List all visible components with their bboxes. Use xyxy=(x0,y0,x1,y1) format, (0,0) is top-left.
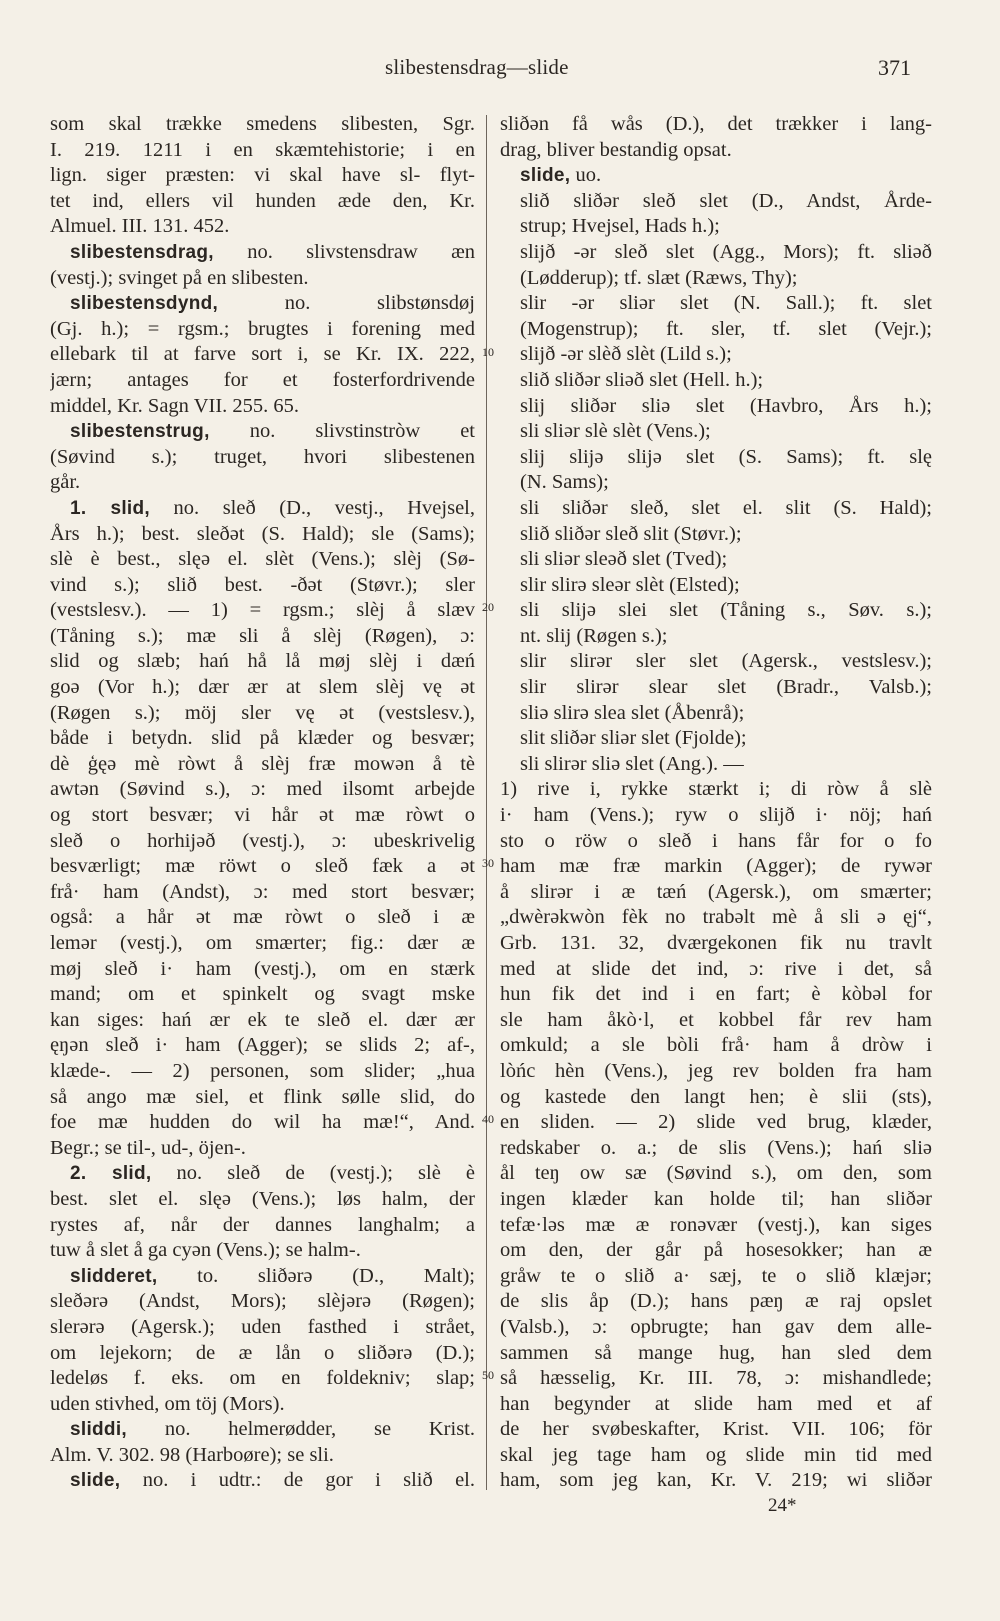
headword: slide, xyxy=(520,165,571,187)
text-line: (Valsb.), ɔ: opbrugte; han gav dem alle- xyxy=(500,1315,932,1338)
text-line: rystes af, når der dannes langhalm; a xyxy=(50,1213,475,1236)
text-line: Alm. V. 302. 98 (Harboøre); se sli. xyxy=(50,1443,334,1466)
text-line: om den, der går på hosesokker; han æ xyxy=(500,1239,932,1262)
text-line: sto o röw o sleð i hans får for o fo xyxy=(500,829,932,852)
text-line: slir slirər sler slet (Agersk., vestslesv.); xyxy=(520,650,932,673)
text-line: tefæ·ləs mæ æ ronəvær (vestj.), kan siges xyxy=(500,1213,932,1236)
text-line: tuw å slet å ga cyən (Vens.); se halm-. xyxy=(50,1239,361,1262)
text-line: slid og slæb; hań hå lå møj slèj i dæń xyxy=(50,650,475,673)
line-number-20: 20 xyxy=(482,600,494,614)
text-line: omkuld; a sle bòli frå· ham å dròw i xyxy=(500,1034,932,1057)
headword: slibestensdrag, xyxy=(70,241,214,263)
text-line: slerərə (Agersk.); uden fasthed i strået, xyxy=(50,1315,475,1338)
text-line: og kastede den langt hen; è slii (sts), xyxy=(500,1085,932,1108)
text-line: både i betydn. slid på klæder og besvær; xyxy=(50,727,475,750)
text-line: Års h.); best. sleðət (S. Hald); sle (Sams); xyxy=(50,522,475,545)
text-line: ęŋən sleð i· ham (Agger); se slids 2; af-, xyxy=(50,1034,475,1057)
text-line: møj sleð i· ham (vestj.), om en stærk xyxy=(50,957,475,980)
text-line: I. 219. 1211 i en skæmtehistorie; i en xyxy=(50,138,475,161)
text-line: slè è best., slęə el. slèt (Vens.); slèj (Sø- xyxy=(50,548,475,571)
text-line: slir slirə sleər slèt (Elsted); xyxy=(520,573,740,596)
headword: slibestenstrug, xyxy=(70,421,210,443)
text-line: slij sliðər sliə slet (Havbro, Års h.); xyxy=(520,394,932,417)
headword: 1. slid, xyxy=(70,497,150,519)
page-number: 371 xyxy=(878,55,911,80)
text-line: sle ham åkò·l, et kobbel får rev ham xyxy=(500,1008,932,1031)
text-line: i· ham (Vens.); ryw o slijð i· nöj; hań xyxy=(500,804,932,827)
text-line: (vestslesv.). — 1) = rgsm.; slèj å slæv xyxy=(50,599,475,622)
text-line: han begynder at slide ham med et af xyxy=(500,1392,932,1415)
text-line: hun fik det ind i en fart; è kòbəl for xyxy=(500,983,932,1006)
text-line: best. slet el. slęə (Vens.); løs halm, der xyxy=(50,1187,475,1210)
text-line: (vestj.); svinget på en slibesten. xyxy=(50,266,309,289)
text-line: slibestenstrug, no. slivstinstròw et xyxy=(70,420,475,443)
text-line: ål teŋ ow sæ (Søvind s.), om den, som xyxy=(500,1162,932,1185)
text-line: Begr.; se til-, ud-, öjen-. xyxy=(50,1136,246,1159)
text-line: lign. siger præsten: vi skal have sl- flyt- xyxy=(50,164,475,187)
text-line: sliə slirə slea slet (Åbenrå); xyxy=(520,701,745,724)
text-line: mand; om et spinkelt og svagt mske xyxy=(50,983,475,1006)
page-header xyxy=(0,55,1000,85)
text-line: tet ind, ellers vil hunden æde den, Kr. xyxy=(50,189,475,212)
text-line: slide, no. i udtr.: de gor i slið el. xyxy=(70,1469,475,1492)
text-line: slir -ər sliər slet (N. Sall.); ft. slet xyxy=(520,292,932,315)
text-line: redskaber o. a.; de slis (Vens.); hań sliə xyxy=(500,1136,932,1159)
column-divider xyxy=(486,115,487,1490)
text-line: slið sliðər sleð slet (D., Andst, Årde- xyxy=(520,189,932,212)
text-line: frå· ham (Andst), ɔ: med stort besvær; xyxy=(50,880,475,903)
text-line: lòńc hèn (Vens.), jeg rev bolden fra ham xyxy=(500,1059,932,1082)
text-line: sleð o horhijəð (vestj.), ɔ: ubeskrivelig xyxy=(50,829,475,852)
text-line: om lejekorn; de æ lån o sliðərə (D.); xyxy=(50,1341,475,1364)
text-line: ingen klæder kan holde til; han sliðər xyxy=(500,1187,932,1210)
text-line: slidderet, to. sliðərə (D., Malt); xyxy=(70,1264,475,1287)
text-line: sli slijə slei slet (Tåning s., Søv. s.); xyxy=(520,599,932,622)
text-line: og stort besvær; vi hår ət mæ ròwt o xyxy=(50,804,475,827)
right-column xyxy=(500,112,932,1494)
text-line: klæde-. — 2) personen, som slider; „hua xyxy=(50,1059,475,1082)
text-line: skal jeg tage ham og slide min tid med xyxy=(500,1443,932,1466)
text-line: sli sliðər sleð, slet el. slit (S. Hald); xyxy=(520,496,932,519)
text-line: slibestensdynd, no. slibstønsdøj xyxy=(70,292,475,315)
text-line: goə (Vor h.); dær ær at slem slèj vę ət xyxy=(50,676,475,699)
text-line: vind s.); slið best. -ðət (Støvr.); sler xyxy=(50,573,475,596)
text-line: å slirər i æ tæń (Agersk.), om smærter; xyxy=(500,880,932,903)
text-line: ledeløs f. eks. om en foldekniv; slap; xyxy=(50,1367,475,1390)
headword: 2. slid, xyxy=(70,1163,152,1185)
line-number-50: 50 xyxy=(482,1368,494,1382)
headword: sliddi, xyxy=(70,1419,127,1441)
text-line: jærn; antages for et fosterfordrivende xyxy=(50,368,475,391)
text-line: strup; Hvejsel, Hads h.); xyxy=(520,215,720,238)
text-line: slibestensdrag, no. slivstensdraw æn xyxy=(70,240,475,263)
line-number-30: 30 xyxy=(482,856,494,870)
text-line: som skal trække smedens slibesten, Sgr. xyxy=(50,113,475,135)
text-line: slij slijə slijə slet (S. Sams); ft. slę xyxy=(520,445,932,468)
text-line: 1. slid, no. sleð (D., vestj., Hvejsel, xyxy=(70,496,475,519)
text-line: (Søvind s.); truget, hvori slibestenen xyxy=(50,445,475,468)
text-line: sli sliər slè slèt (Vens.); xyxy=(520,420,711,443)
text-line: slir slirər slear slet (Bradr., Valsb.); xyxy=(520,676,932,699)
text-line: slide, uo. xyxy=(520,164,602,187)
text-line: de her svøbeskafter, Krist. VII. 106; för xyxy=(500,1418,932,1441)
text-line: foe mæ hudden do wil ha mæ!“, And. xyxy=(50,1111,475,1134)
text-line: går. xyxy=(50,471,81,494)
left-column xyxy=(50,112,475,1494)
headword: slibestensdynd, xyxy=(70,293,219,315)
text-line: (N. Sams); xyxy=(520,471,609,494)
text-line: uden stivhed, om töj (Mors). xyxy=(50,1392,285,1415)
text-line: gråw te o slið a· sæj, te o slið klæjər; xyxy=(500,1264,932,1287)
text-line: slijð -ər slèð slèt (Lild s.); xyxy=(520,343,732,366)
line-number-10: 10 xyxy=(482,345,494,359)
text-line: besværligt; mæ röwt o sleð fæk a ət xyxy=(50,855,475,878)
text-line: ham, som jeg kan, Kr. V. 219; wi sliðər xyxy=(500,1469,932,1492)
text-line: sleðərə (Andst, Mors); slèjərə (Røgen); xyxy=(50,1290,475,1313)
text-line: sliðən få wås (D.), det trækker i lang- xyxy=(500,113,932,135)
text-line: ham mæ fræ markin (Agger); de rywər xyxy=(500,855,932,878)
text-line: middel, Kr. Sagn VII. 255. 65. xyxy=(50,394,300,417)
headword: slide, xyxy=(70,1470,121,1492)
text-line: Grb. 131. 32, dværgekonen fik nu travlt xyxy=(500,932,932,954)
text-line: Almuel. III. 131. 452. xyxy=(50,215,230,238)
text-line: (Tåning s.); mæ sli å slèj (Røgen), ɔ: xyxy=(50,624,475,647)
text-line: (Lødderup); tf. slæt (Ræws, Thy); xyxy=(520,266,798,289)
text-line: (Mogenstrup); ft. sler, tf. slet (Vejr.); xyxy=(520,317,932,340)
headword: slidderet, xyxy=(70,1265,158,1287)
text-line: en sliden. — 2) slide ved brug, klæder, xyxy=(500,1111,932,1134)
text-line: 1) rive i, rykke stærkt i; di ròw å slè xyxy=(500,778,932,801)
text-line: slið sliðər sliəð slet (Hell. h.); xyxy=(520,368,764,391)
signature-mark: 24* xyxy=(768,1495,797,1516)
text-line: sliddi, no. helmerødder, se Krist. xyxy=(70,1418,475,1441)
text-line: også: a hår ət mæ ròwt o sleð i æ xyxy=(50,906,475,929)
running-title: slibestensdrag—slide xyxy=(385,55,569,79)
text-line: dè ģęə mè ròwt å slèj fræ mowən å tè xyxy=(50,752,475,775)
text-line: slið sliðər sleð slit (Støvr.); xyxy=(520,522,742,545)
text-line: ellebark til at farve sort i, se Kr. IX. 222, xyxy=(50,343,475,366)
text-line: 2. slid, no. sleð de (vestj.); slè è xyxy=(70,1162,475,1185)
text-line: de slis åp (D.); hans pæŋ æ raj opslet xyxy=(500,1290,932,1313)
text-line: awtən (Søvind s.), ɔ: med ilsomt arbejde xyxy=(50,778,475,801)
text-line: sli sliər sleəð slet (Tved); xyxy=(520,548,728,571)
text-line: „dwèrəkwòn fèk no trabəlt mè å sli ə ęj“, xyxy=(500,906,932,929)
text-line: nt. slij (Røgen s.); xyxy=(520,624,668,647)
text-line: kan siges: hań ær ek te sleð el. dær ær xyxy=(50,1008,475,1031)
text-line: lemər (vestj.), om smærter; fig.: dær æ xyxy=(50,932,475,954)
text-line: (Gj. h.); = rgsm.; brugtes i forening med xyxy=(50,317,475,340)
text-line: slijð -ər sleð slet (Agg., Mors); ft. sliəð xyxy=(520,240,932,263)
text-line: med at slide det ind, ɔ: rive i det, så xyxy=(500,957,932,980)
text-line: (Røgen s.); möj sler vę ət (vestslesv.), xyxy=(50,701,475,724)
text-line: sli slirər sliə slet (Ang.). — xyxy=(520,752,744,775)
line-number-40: 40 xyxy=(482,1112,494,1126)
text-line: så hæsselig, Kr. III. 78, ɔ: mishandlede; xyxy=(500,1367,932,1390)
text-line: sammen så mange hug, han sled dem xyxy=(500,1341,932,1364)
text-line: slit sliðər sliər slet (Fjolde); xyxy=(520,727,747,750)
text-line: så ango mæ siel, et flink sølle slid, do xyxy=(50,1085,475,1108)
text-line: drag, bliver bestandig opsat. xyxy=(500,138,732,161)
